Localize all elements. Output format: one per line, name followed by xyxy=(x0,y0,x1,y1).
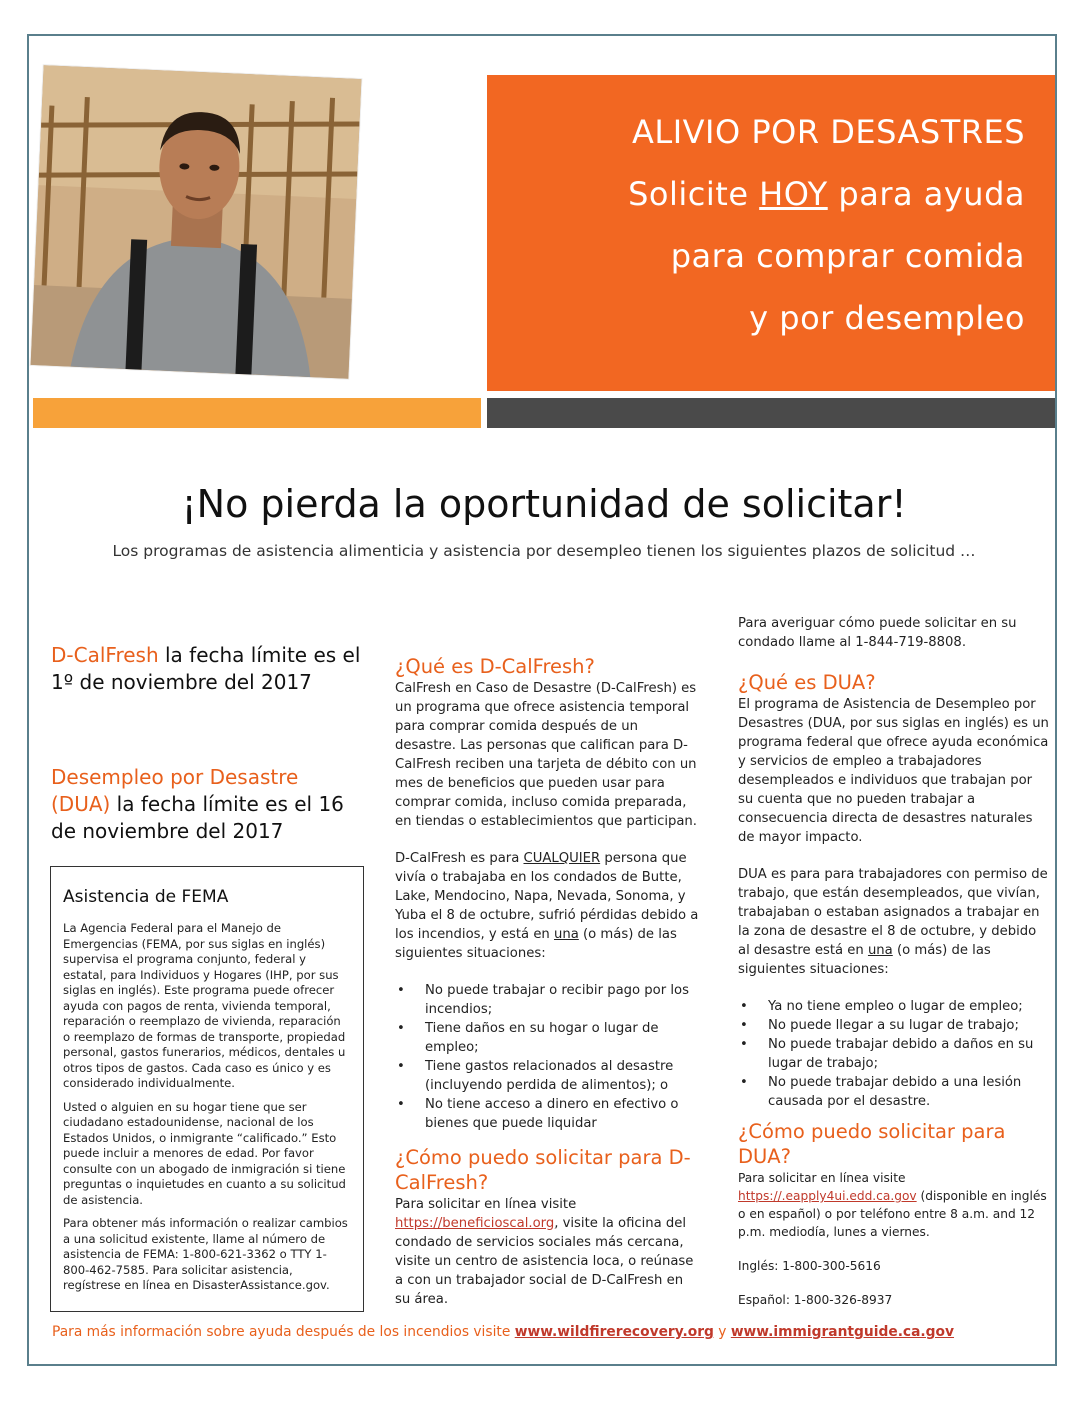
footer-conjunction: y xyxy=(713,1324,731,1340)
footer-info xyxy=(52,1324,954,1340)
dua-apply-b: (disponible en inglés o en español) o por teléfono entre 8 a.m. and 12 p.m. mediodía, lunes a viernes. xyxy=(738,1189,1047,1239)
list-item: • No puede trabajar o recibir pago por los incendios; xyxy=(395,981,699,1019)
hero-banner xyxy=(487,75,1055,391)
hero-line-1: ALIVIO POR DESASTRES xyxy=(631,113,1025,151)
page-subheadline: Los programas de asistencia alimenticia y asistencia por desempleo tienen los siguientes plazos de solicitud … xyxy=(112,542,976,560)
footer-text: Para más información sobre ayuda después de los incendios visite xyxy=(52,1324,515,1340)
dua-intro: Para averiguar cómo puede solicitar en su condado llame al 1-844-719-8808. xyxy=(738,616,1017,650)
dua-heading: ¿Qué es DUA? xyxy=(738,671,876,694)
list-item: • No puede trabajar debido a daños en su lugar de trabajo; xyxy=(738,1035,1050,1073)
dua-phone-english: Inglés: 1-800-300-5616 xyxy=(738,1259,881,1273)
accent-bar-gray xyxy=(487,398,1055,428)
dua-paragraph-1: El programa de Asistencia de Desempleo por Desastres (DUA, por sus siglas en inglés) es un programa federal que ofrece ayuda económica y servicios de empleo a trabajadores desempleados e individuos que trabajan por su cuenta que no pueden trabajar a consecuencia directa de desastres naturales de mayor impacto. xyxy=(738,697,1049,845)
calfresh-paragraph-2 xyxy=(395,849,699,963)
dua-situations-list xyxy=(738,997,1050,1111)
list-item: • Tiene daños en su hogar o lugar de empleo; xyxy=(395,1019,699,1057)
hero-emphasis: HOY xyxy=(759,175,828,213)
accent-bar-orange xyxy=(33,398,481,428)
deadline-calfresh-name: D-CalFresh xyxy=(51,643,159,667)
calfresh-paragraph-1: CalFresh en Caso de Desastre (D-CalFresh) es un programa que ofrece asistencia temporal para comprar comida después de un desastre. Las personas que califican para D-CalFresh reciben una tarjeta de débito con un mes de beneficios que pueden usar para comprar comida, incluso comida preparada, en tiendas o establecimientos que participan. xyxy=(395,681,697,829)
worker-photo xyxy=(31,65,362,379)
fema-paragraph-2: Usted o alguien en su hogar tiene que ser ciudadano estadounidense, nacional de los Estados Unidos, o inmigrante “calificado.” Esto puede incluir a menores de edad. Por favor consulte con un abogado de inmigración si tiene preguntas o inquietudes en cuanto a su solicitud de asistencia. xyxy=(63,1099,346,1207)
calfresh-heading: ¿Qué es D-CalFresh? xyxy=(395,655,595,678)
dua-p2-b: (o más) de las siguientes situaciones: xyxy=(738,943,991,977)
dua-apply-a: Para solicitar en línea visite xyxy=(738,1171,906,1185)
dua-apply-text xyxy=(738,1169,1050,1241)
deadline-dua xyxy=(51,764,361,845)
dua-column xyxy=(738,614,1050,1309)
fema-title: Asistencia de FEMA xyxy=(63,887,229,907)
calfresh-p2-a: D-CalFresh es para xyxy=(395,851,524,866)
calfresh-column xyxy=(395,654,699,1309)
fema-paragraph-3: Para obtener más información o realizar cambios a una solicitud existente, llame al número de asistencia de FEMA: 1-800-621-3362 o TTY 1-800-462-7585. Para solicitar asistencia, regístrese en línea en DisasterAssistance.gov. xyxy=(63,1216,348,1292)
calfresh-apply-text xyxy=(395,1195,699,1309)
list-item: • Ya no tiene empleo o lugar de empleo; xyxy=(738,997,1050,1016)
dua-p2-emph: una xyxy=(867,943,893,958)
hero-line-2 xyxy=(628,175,1025,213)
dua-p2-a: DUA es para para trabajadores con permiso de trabajo, que están desempleados, que vivían, trabajaban o estaban asignados a trabajar en la zona de desastre el 8 de octubre, y debido al desastre está en xyxy=(738,867,1048,958)
calfresh-p2-emph-1: CUALQUIER xyxy=(523,851,601,866)
dua-apply-heading: ¿Cómo puedo solicitar para DUA? xyxy=(738,1120,1006,1168)
hero-line-2-post: para ayuda xyxy=(827,175,1025,213)
beneficioscal-link[interactable]: https://beneficioscal.org xyxy=(395,1216,555,1231)
hero-line-2-pre: Solicite xyxy=(628,175,760,213)
calfresh-apply-a: Para solicitar en línea visite xyxy=(395,1197,577,1212)
calfresh-p2-b: persona que vivía o trabajaba en los condados de Butte, Lake, Mendocino, Napa, Nevada, Sonoma, y Yuba el 8 de octubre, sufrió pérdidas debido a los incendios, y está en xyxy=(395,851,699,942)
calfresh-p2-c: (o más) de las siguientes situaciones: xyxy=(395,927,677,961)
calfresh-situations-list xyxy=(395,981,699,1133)
page-headline: ¡No pierda la oportunidad de solicitar! xyxy=(181,482,907,526)
list-item: • Tiene gastos relacionados al desastre (incluyendo perdida de alimentos); o xyxy=(395,1057,699,1095)
calfresh-apply-heading: ¿Cómo puedo solicitar para D-CalFresh? xyxy=(395,1146,691,1194)
deadline-calfresh xyxy=(51,642,361,696)
deadline-dua-text: la fecha límite es el 16 de noviembre del 2017 xyxy=(51,792,344,843)
fema-box xyxy=(50,866,364,1312)
hero-line-3: para comprar comida xyxy=(670,237,1025,275)
list-item: • No puede llegar a su lugar de trabajo; xyxy=(738,1016,1050,1035)
fema-paragraph-1: La Agencia Federal para el Manejo de Emergencias (FEMA, por sus siglas en inglés) supervisa el programa conjunto, federal y estatal, para Individuos y Hogares (IHP, por sus siglas en inglés). Este programa puede ofrecer ayuda con pagos de renta, vivienda temporal, reparación o reemplazo de vivienda, reparación o reemplazo de formas de transporte, propiedad personal, gastos funerarios, médicos, dentales u otros tipos de gastos. Cada caso es único y es considerado individualmente. xyxy=(63,921,346,1090)
dua-paragraph-2 xyxy=(738,865,1050,979)
worker-illustration xyxy=(31,65,362,379)
calfresh-p2-emph-2: una xyxy=(553,927,579,942)
dua-phone-spanish: Español: 1-800-326-8937 xyxy=(738,1293,893,1307)
list-item: • No puede trabajar debido a una lesión causada por el desastre. xyxy=(738,1073,1050,1111)
deadline-calfresh-text: la fecha límite es el 1º de noviembre del 2017 xyxy=(51,643,361,694)
wildfirerecovery-link[interactable]: www.wildfirerecovery.org xyxy=(514,1324,714,1340)
list-item: • No tiene acceso a dinero en efectivo o bienes que puede liquidar xyxy=(395,1095,699,1133)
calfresh-apply-b: , visite la oficina del condado de servicios sociales más cercana, visite un centro de asistencia loca, o reúnase a con un trabajador social de D-CalFresh en su área. xyxy=(395,1216,694,1307)
deadline-dua-name: Desempleo por Desastre (DUA) xyxy=(51,765,299,816)
eapply4ui-link[interactable]: https://.eapply4ui.edd.ca.gov xyxy=(738,1189,917,1203)
immigrantguide-link[interactable]: www.immigrantguide.ca.gov xyxy=(730,1324,955,1340)
hero-line-4: y por desempleo xyxy=(749,299,1025,337)
